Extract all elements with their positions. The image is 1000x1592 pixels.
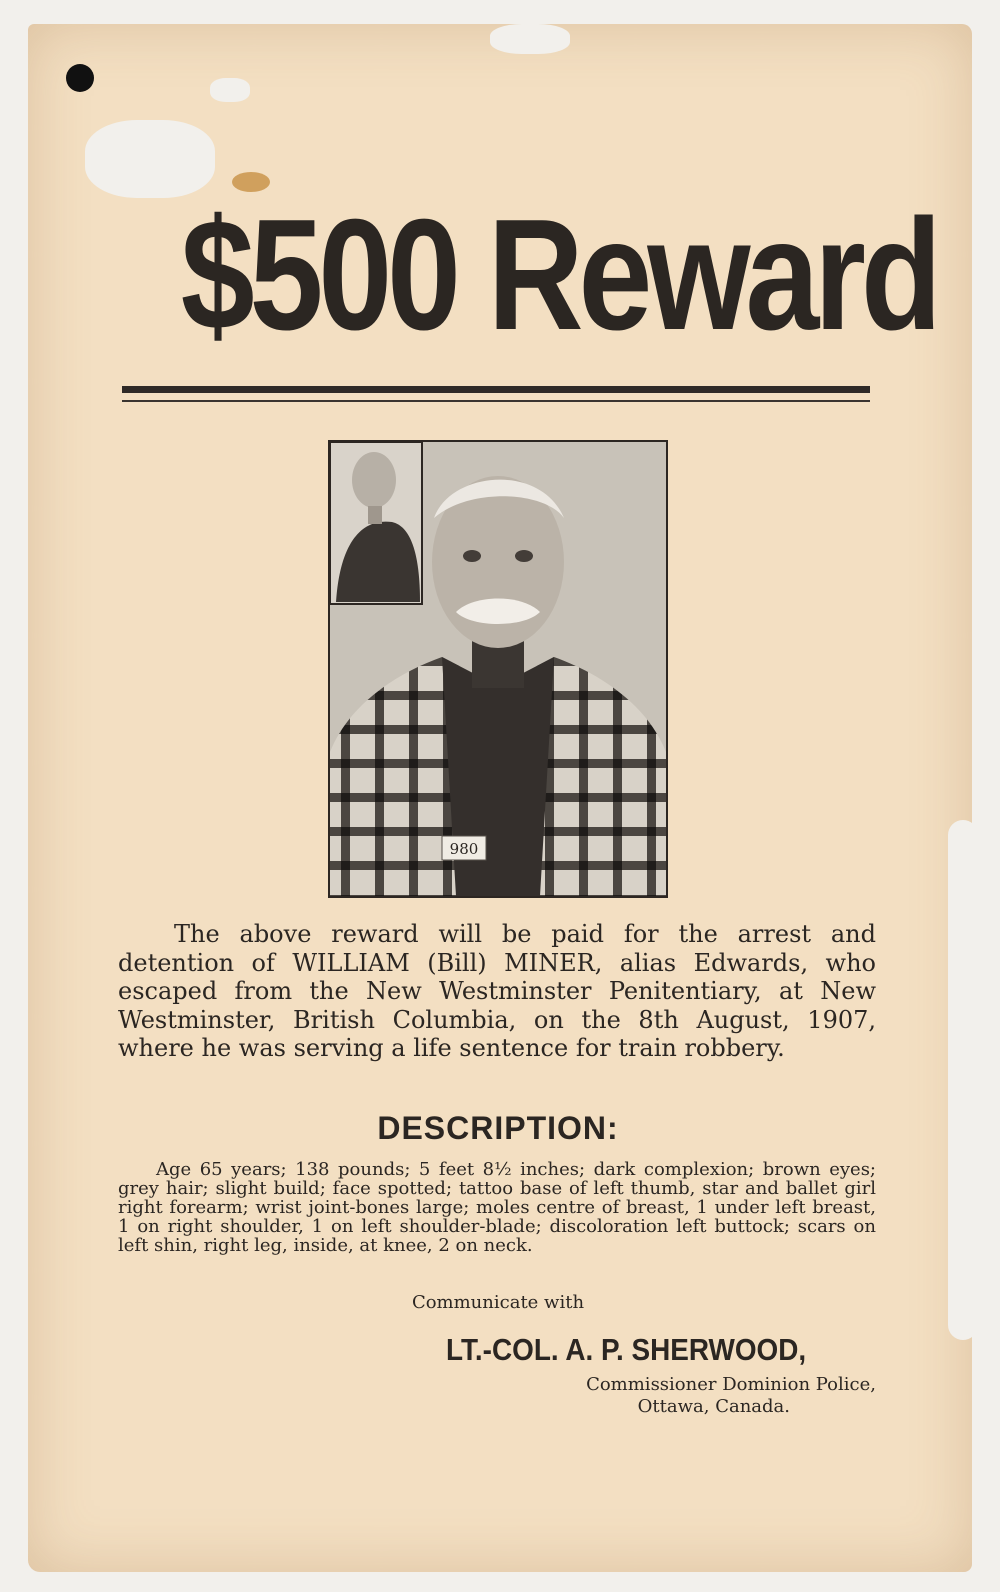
mugshot-photo	[328, 440, 668, 898]
reward-paragraph: The above reward will be paid for the arrest and detention of WILLIAM (Bill) MINER, alias Edwards, who escaped from the New Westminster Penitentiary, at New Westminster, British Columbia, on the 8th August, 1907, where he was serving a life sentence for train robbery.	[118, 920, 876, 1062]
description-paragraph: Age 65 years; 138 pounds; 5 feet 8½ inches; dark complexion; brown eyes; grey hair; slight build; face spotted; tattoo base of left thumb, star and ballet girl right forearm; wrist joint-bones large; moles centre of breast, 1 under left breast, 1 on right shoulder, 1 on left shoulder-blade; discoloration left buttock; scars on left shin, right leg, inside, at knee, 2 on neck.	[118, 1159, 876, 1256]
paper-tear	[210, 78, 250, 102]
paper-tear	[490, 24, 570, 54]
mugshot-illustration	[330, 442, 666, 896]
divider-thin	[122, 400, 870, 402]
description-heading: DESCRIPTION:	[377, 1110, 619, 1146]
contact-name: LT.-COL. A. P. SHERWOOD,	[446, 1332, 807, 1367]
communicate-line: Communicate with	[411, 1292, 585, 1313]
paper-tear	[948, 820, 978, 1340]
divider-thick	[122, 386, 870, 393]
contact-place: Ottawa, Canada.	[637, 1396, 790, 1417]
reward-headline: $500 Reward	[180, 187, 937, 363]
contact-title: Commissioner Dominion Police,	[586, 1374, 876, 1395]
punch-hole	[66, 64, 94, 92]
inmate-number-tag: 980	[449, 840, 479, 858]
